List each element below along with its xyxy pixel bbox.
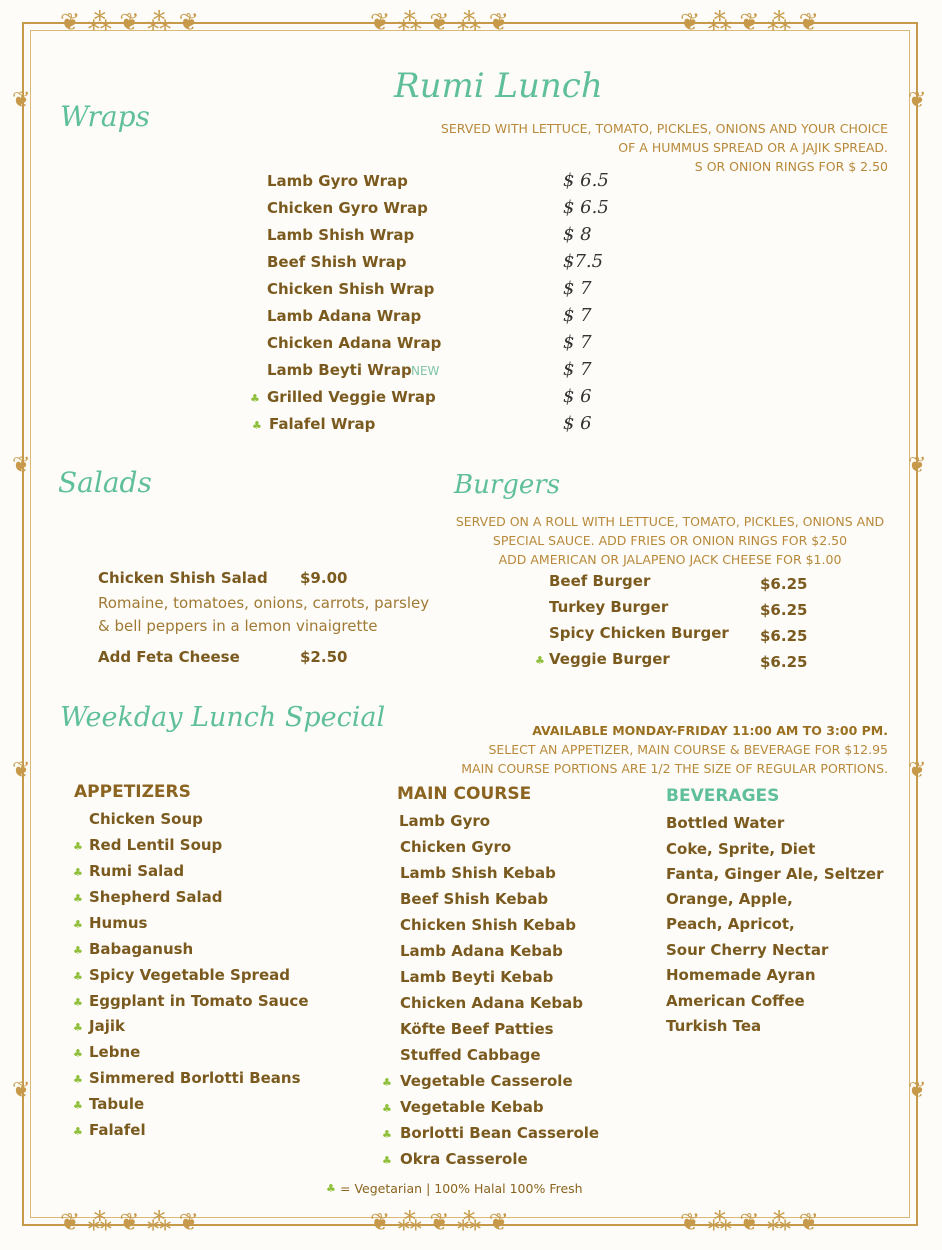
ornament-left-4: ❦: [12, 1078, 31, 1103]
ornament-right-4: ❦: [908, 1078, 927, 1103]
main-course-item: Borlotti Bean Casserole: [400, 1124, 600, 1142]
vegetarian-leaf-icon: ♣: [73, 918, 83, 931]
vegetarian-leaf-icon: ♣: [382, 1154, 392, 1167]
beverages-heading: BEVERAGES: [666, 786, 780, 806]
burger-item-price: $6.25: [760, 653, 808, 671]
vegetarian-leaf-icon: ♣: [382, 1076, 392, 1089]
appetizer-item: Spicy Vegetable Spread: [89, 966, 290, 984]
wrap-item-name: Lamb Shish Wrap: [267, 226, 415, 244]
vegetarian-leaf-icon: ♣: [382, 1102, 392, 1115]
wrap-item-name: Chicken Adana Wrap: [267, 334, 442, 352]
burger-item-name: Spicy Chicken Burger: [549, 624, 729, 642]
vegetarian-leaf-icon: ♣: [252, 419, 262, 432]
wrap-item-name: Lamb Gyro Wrap: [267, 172, 408, 190]
ornament-right-3: ❦: [908, 758, 927, 783]
special-note-line-2: SELECT AN APPETIZER, MAIN COURSE & BEVERAGE FOR $12.95: [488, 742, 888, 757]
wrap-item-name: Lamb Adana Wrap: [267, 307, 422, 325]
wrap-item-price: $ 7: [563, 305, 592, 326]
vegetarian-leaf-icon: ♣: [73, 840, 83, 853]
vegetarian-leaf-icon: ♣: [73, 866, 83, 879]
ornament-right-2: ❦: [908, 453, 927, 478]
appetizer-item: Tabule: [89, 1095, 145, 1113]
appetizer-item: Rumi Salad: [89, 862, 185, 880]
appetizer-item: Jajik: [89, 1017, 125, 1035]
vegetarian-leaf-icon: ♣: [73, 944, 83, 957]
salad-addon-price: $2.50: [300, 648, 348, 666]
wrap-item-name: Chicken Gyro Wrap: [267, 199, 428, 217]
appetizer-item: Chicken Soup: [89, 810, 203, 828]
burger-item-price: $6.25: [760, 601, 808, 619]
wrap-item-name: Beef Shish Wrap: [267, 253, 407, 271]
burger-item-name: Beef Burger: [549, 572, 651, 590]
beverage-item: Peach, Apricot,: [666, 915, 795, 933]
wraps-note-line-2: OF A HUMMUS SPREAD OR A JAJIK SPREAD.: [618, 140, 888, 155]
wrap-item-price: $ 6: [563, 413, 592, 434]
wrap-item-price: $ 6: [563, 386, 592, 407]
main-course-item: Vegetable Casserole: [400, 1072, 573, 1090]
vegetarian-leaf-icon: ♣: [382, 1128, 392, 1141]
salad-item-name: Chicken Shish Salad: [98, 569, 268, 587]
appetizer-item: Eggplant in Tomato Sauce: [89, 992, 309, 1010]
vegetarian-leaf-icon: ♣: [73, 970, 83, 983]
vegetarian-leaf-icon: ♣: [73, 1099, 83, 1112]
beverage-item: Fanta, Ginger Ale, Seltzer: [666, 865, 884, 883]
salad-item-price: $9.00: [300, 569, 348, 587]
wrap-item-price: $ 8: [563, 224, 592, 245]
burgers-note-line-1: SERVED ON A ROLL WITH LETTUCE, TOMATO, PICKLES, ONIONS AND: [455, 514, 885, 529]
wraps-note-line-1: SERVED WITH LETTUCE, TOMATO, PICKLES, ONIONS AND YOUR CHOICE: [440, 121, 888, 136]
vegetarian-leaf-icon: ♣: [73, 1021, 83, 1034]
main-course-item: Beef Shish Kebab: [400, 890, 549, 908]
burger-item-price: $6.25: [760, 575, 808, 593]
wrap-item-price: $ 7: [563, 332, 592, 353]
wrap-item-price: $ 6.5: [563, 197, 609, 218]
wrap-item-price: $ 7: [563, 278, 592, 299]
beverage-item: Sour Cherry Nectar: [666, 941, 829, 959]
special-note-line-3: MAIN COURSE PORTIONS ARE 1/2 THE SIZE OF REGULAR PORTIONS.: [461, 761, 888, 776]
salad-addon-name: Add Feta Cheese: [98, 648, 240, 666]
special-note-line-1: AVAILABLE MONDAY-FRIDAY 11:00 AM TO 3:00 PM.: [532, 723, 888, 738]
salad-description: [98, 592, 429, 638]
ornament-top-right: ❦ ⁂ ❦ ⁂ ❦: [680, 8, 819, 36]
beverage-item: Homemade Ayran: [666, 966, 816, 984]
appetizer-item: Babaganush: [89, 940, 194, 958]
appetizer-item: Shepherd Salad: [89, 888, 223, 906]
vegetarian-leaf-icon: ♣: [326, 1182, 336, 1195]
ornament-right-1: ❦: [908, 88, 927, 113]
appetizer-item: Simmered Borlotti Beans: [89, 1069, 301, 1087]
wraps-note: [368, 119, 888, 176]
wrap-item-name: Grilled Veggie Wrap: [267, 388, 436, 406]
burgers-heading: Burgers: [454, 470, 561, 500]
menu-title: Rumi Lunch: [394, 66, 603, 106]
wrap-item-name: Chicken Shish Wrap: [267, 280, 435, 298]
ornament-bottom-center: ❦ ⁂ ❦ ⁂ ❦: [370, 1208, 509, 1236]
wrap-item-name: Lamb Beyti Wrap: [267, 361, 412, 379]
burger-item-name: Turkey Burger: [549, 598, 669, 616]
burgers-note: [440, 512, 900, 569]
ornament-left-3: ❦: [12, 758, 31, 783]
special-heading: Weekday Lunch Special: [60, 702, 386, 733]
ornament-top-center: ❦ ⁂ ❦ ⁂ ❦: [370, 8, 509, 36]
vegetarian-leaf-icon: ♣: [535, 654, 545, 667]
main-course-item: Lamb Adana Kebab: [400, 942, 563, 960]
wrap-item-name: Falafel Wrap: [269, 415, 376, 433]
vegetarian-leaf-icon: ♣: [73, 1125, 83, 1138]
main-course-item: Chicken Shish Kebab: [400, 916, 576, 934]
appetizer-item: Lebne: [89, 1043, 141, 1061]
main-course-item: Chicken Adana Kebab: [400, 994, 583, 1012]
main-course-heading: MAIN COURSE: [397, 784, 532, 804]
burgers-note-line-3: ADD AMERICAN OR JALAPENO JACK CHEESE FOR $1.00: [498, 552, 842, 567]
vegetarian-leaf-icon: ♣: [73, 1073, 83, 1086]
ornament-top-left: ❦ ⁂ ❦ ⁂ ❦: [60, 8, 199, 36]
beverage-item: American Coffee: [666, 992, 805, 1010]
appetizer-item: Red Lentil Soup: [89, 836, 223, 854]
beverage-item: Turkish Tea: [666, 1017, 762, 1035]
salads-heading: Salads: [58, 466, 152, 499]
wrap-item-price: $7.5: [563, 251, 604, 272]
vegetarian-leaf-icon: ♣: [73, 892, 83, 905]
beverage-item: Orange, Apple,: [666, 890, 793, 908]
ornament-left-2: ❦: [12, 453, 31, 478]
new-badge: NEW: [411, 364, 440, 378]
main-course-item: Köfte Beef Patties: [400, 1020, 554, 1038]
wraps-note-line-3: S OR ONION RINGS FOR $ 2.50: [694, 159, 888, 174]
main-course-item: Lamb Beyti Kebab: [400, 968, 554, 986]
appetizers-heading: APPETIZERS: [74, 782, 191, 802]
beverage-item: Coke, Sprite, Diet: [666, 840, 816, 858]
salad-description-line-1: Romaine, tomatoes, onions, carrots, parsley: [98, 594, 430, 612]
special-note: [368, 721, 888, 778]
legend-text: = Vegetarian | 100% Halal 100% Fresh: [340, 1181, 583, 1196]
main-course-item: Okra Casserole: [400, 1150, 528, 1168]
burger-item-name: Veggie Burger: [549, 650, 670, 668]
vegetarian-leaf-icon: ♣: [73, 996, 83, 1009]
wraps-heading: Wraps: [60, 100, 150, 133]
main-course-item: Lamb Gyro: [399, 812, 491, 830]
burgers-note-line-2: SPECIAL SAUCE. ADD FRIES OR ONION RINGS FOR $2.50: [492, 533, 848, 548]
appetizer-item: Humus: [89, 914, 148, 932]
appetizer-item: Falafel: [89, 1121, 146, 1139]
ornament-bottom-left: ❦ ⁂ ❦ ⁂ ❦: [60, 1208, 199, 1236]
main-course-item: Stuffed Cabbage: [400, 1046, 541, 1064]
beverage-item: Bottled Water: [666, 814, 785, 832]
wrap-item-price: $ 7: [563, 359, 592, 380]
vegetarian-leaf-icon: ♣: [250, 392, 260, 405]
main-course-item: Chicken Gyro: [400, 838, 512, 856]
wrap-item-price: $ 6.5: [563, 170, 609, 191]
burger-item-price: $6.25: [760, 627, 808, 645]
ornament-bottom-right: ❦ ⁂ ❦ ⁂ ❦: [680, 1208, 819, 1236]
vegetarian-leaf-icon: ♣: [73, 1047, 83, 1060]
main-course-item: Lamb Shish Kebab: [400, 864, 556, 882]
salad-description-line-2: & bell peppers in a lemon vinaigrette: [98, 617, 378, 635]
ornament-left-1: ❦: [12, 88, 31, 113]
main-course-item: Vegetable Kebab: [400, 1098, 544, 1116]
